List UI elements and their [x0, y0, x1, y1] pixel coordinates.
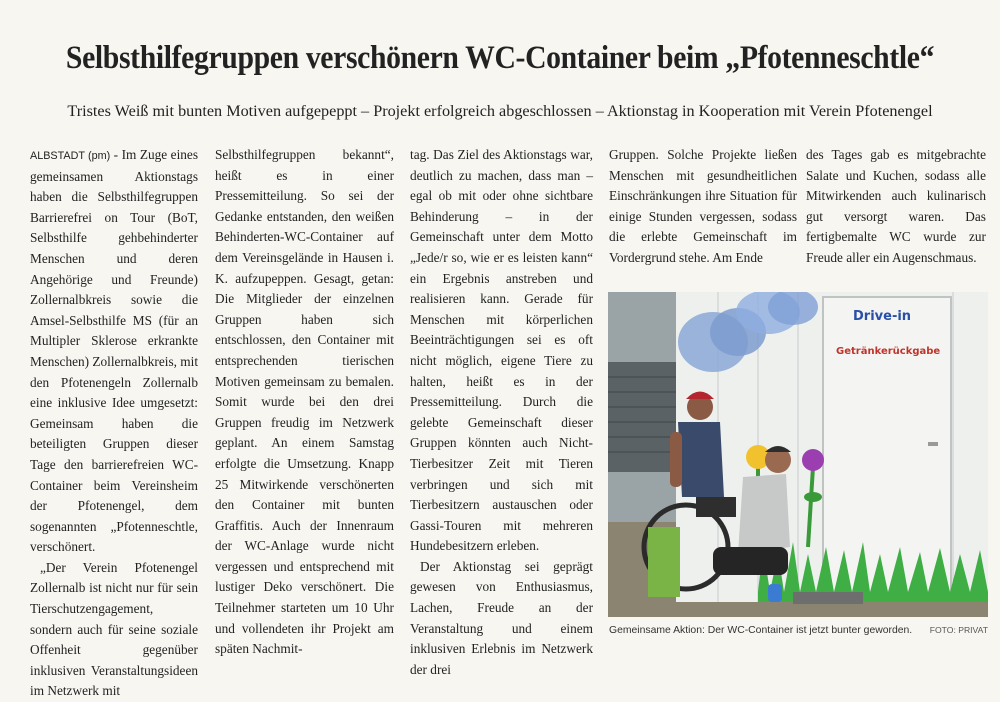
paragraph-text: - Im Zuge eines gemeinsamen Aktionstags haben die Selbsthilfegruppen Barrierefrei on Tour (BoT, Selbsthilfe gehbehinderter Menschen und deren Angehörige und Freunde) Zollernalbkreis sowie die Amsel-Selbsthilfe MS (für an Multipler Sklerose erkrankte Menschen) Zollernalbkreis, mit den Pfotenengeln Zollernalb eine inklusive Idee umgesetzt: Gemeinsam haben die beteiligten Gruppen dieser Tage den barrierefreien WC-Container beim Vereinsheim der Pfotenengel, dem sogenannten „Pfotenneschtle, verschönert.	[30, 147, 199, 555]
dateline: ALBSTADT (pm)	[30, 150, 111, 162]
paragraph: Der Aktionstag sei geprägt gewesen von Enthusiasmus, Lachen, Freude an der Veranstaltung und einem inklusiven Erlebnis im Netzwerk der drei	[410, 558, 593, 677]
photo-credit: FOTO: PRIVAT	[929, 625, 988, 635]
article-subheadline: Tristes Weiß mit bunten Motiven aufgepeppt – Projekt erfolgreich abgeschlossen – Aktionstag in Kooperation mit Verein Pfotenengel	[67, 102, 933, 120]
paragraph: des Tages gab es mitgebrachte Salate und Kuchen, sodass alle Mitwirkenden auch kulinarisch gut versorgt waren. Das fertigbemalte WC wurde zur Freude aller ein Augenschmaus.	[806, 147, 986, 265]
text-column-1	[30, 145, 198, 702]
paragraph	[30, 145, 198, 558]
sign-text-drive-in: Drive-in	[853, 309, 912, 324]
sign-text-getraenke: Getränkerückgabe	[836, 346, 941, 357]
photo-caption: Gemeinsame Aktion: Der WC-Container ist jetzt bunter geworden.	[609, 625, 913, 636]
paragraph: Gruppen. Solche Projekte ließen Menschen mit gesundheitlichen Einschränkungen ihre Situation für einige Stunden vergessen, sodass die erlebte Gemeinschaft im Vordergrund stehe. Am Ende	[609, 147, 797, 265]
text-column-2	[215, 145, 394, 660]
paragraph: tag. Das Ziel des Aktionstags war, deutlich zu machen, dass man – egal ob mit oder ohne sichtbare Behinderung – in der Gemeinschaft unter dem Motto „Jede/r so, wie er es leisten kann“ ein Ergebnis anstreben und realisieren kann. Gerade für Menschen mit körperlichen Beeinträchtigungen sei es oft nicht möglich, eigene Tiere zu halten, heißt es in der Pressemitteilung. Durch die gelebte Gemeinschaft dieser Gruppen könnten auch Nicht-Tierbesitzer Zeit mit Tieren verbringen und sich mit Tierbesitzern austauschen oder Gassi-Touren mit mehreren Hundebesitzern erleben.	[410, 147, 593, 554]
paragraph: Selbsthilfegruppen bekannt“, heißt es in einer Pressemitteilung. So sei der Gedanke entstanden, den weißen Behinderten-WC-Container auf dem Vereinsgelände in Hausen i. K. aufzupeppen. Gesagt, getan: Die Mitglieder der einzelnen Gruppen haben sich entschlossen, den Container mit entsprechenden tierischen Motiven gemeinsam zu bemalen. Somit wurde bei den drei Gruppen freudig im Netzwerk geplant. An einem Samstag erfolgte die Umsetzung. Knapp 25 Mitwirkende verschönerten den Container mit bunten Graffitis. Auch der Innenraum der WC-Anlage wurde nicht vergessen und entsprechend mit lustiger Deko verschönert. Die Teilnehmer starteten um 10 Uhr und vollendeten ihr Projekt am späten Nachmit-	[215, 147, 394, 657]
text-column-3	[410, 145, 593, 680]
photo-illustration	[608, 292, 988, 617]
article-photo	[608, 292, 988, 617]
text-column-5	[806, 145, 986, 269]
text-column-4	[609, 145, 797, 269]
article-headline: Selbsthilfegruppen verschönern WC-Container beim „Pfotenneschtle“	[65, 40, 935, 76]
paragraph: „Der Verein Pfotenengel Zollernalb ist nicht nur für sein Tierschutzengagement, sondern auch für seine soziale Offenheit gegenüber inklusiven Veranstaltungsideen im Netzwerk mit	[30, 559, 198, 699]
